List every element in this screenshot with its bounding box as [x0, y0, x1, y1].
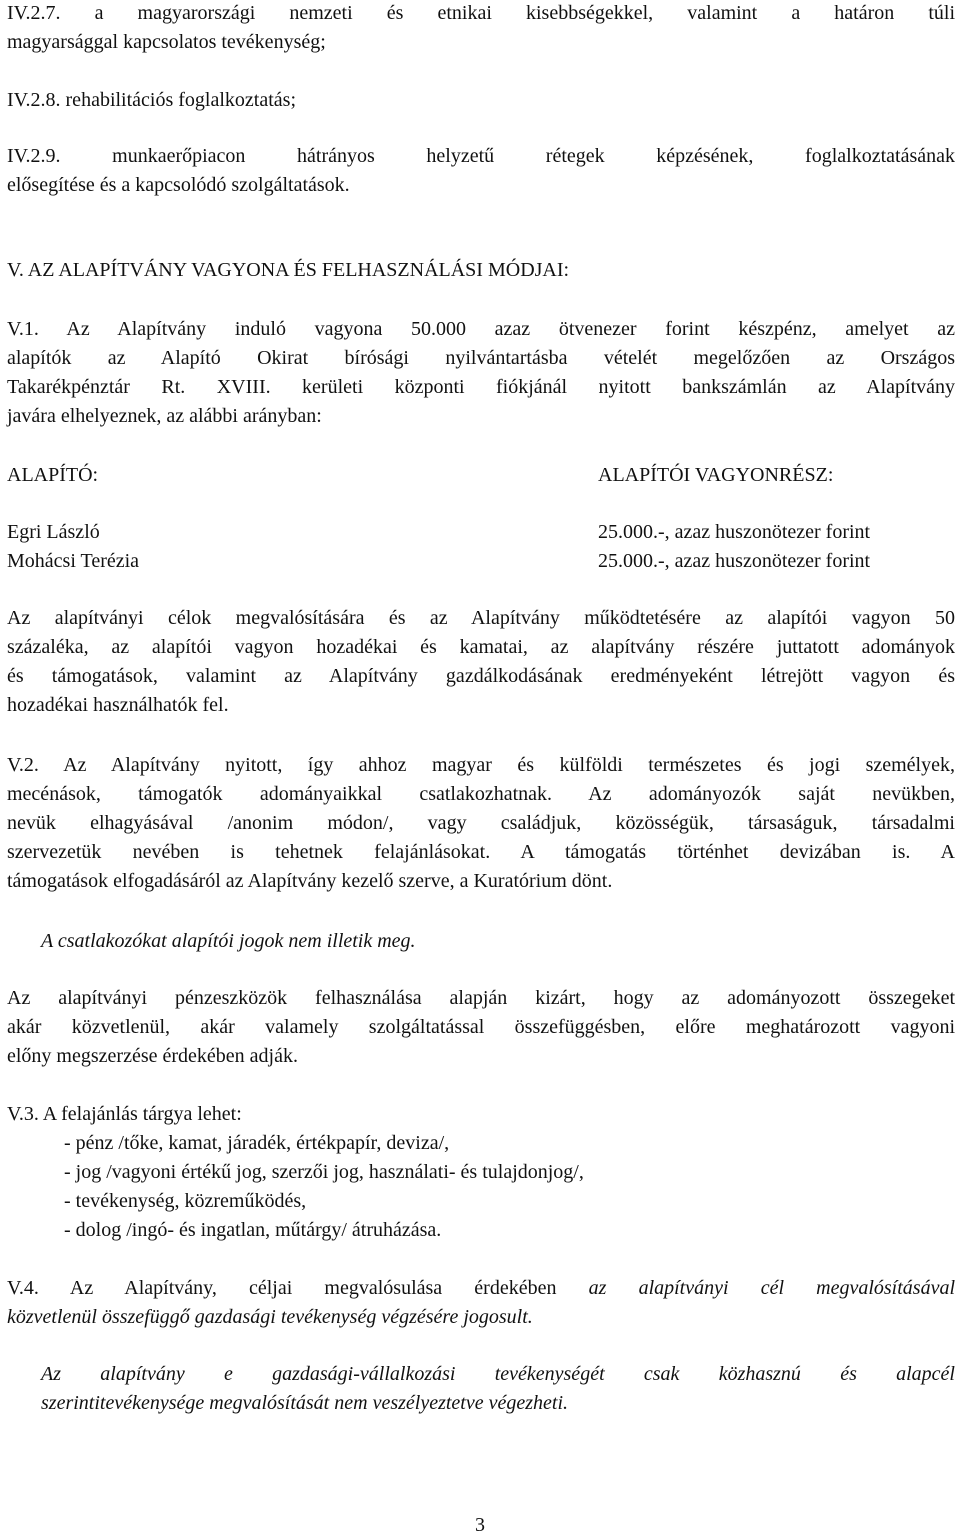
v4-line-2: közvetlenül összefüggő gazdasági tevékenység végzésére jogosult.	[7, 1306, 533, 1328]
founders-header-right: ALAPÍTÓI VAGYONRÉSZ:	[598, 464, 834, 486]
v4-line-1-prefix: V.4. Az Alapítvány, céljai megvalósulása érdekében	[7, 1277, 557, 1299]
v4-line-1-italic: az alapítványi cél megvalósításával	[588, 1277, 956, 1299]
v4-note-line-1: Az alapítvány e gazdasági-vállalkozási tevékenységét csak közhasznú és alapcél	[41, 1363, 955, 1385]
exclusion-line-3: előny megszerzése érdekében adják.	[7, 1045, 298, 1067]
v2-line-2: mecénások, támogatók adományaikkal csatlakozhatnak. Az adományozók saját nevükben,	[7, 783, 955, 805]
founders-header-left: ALAPÍTÓ:	[7, 464, 99, 486]
exclusion-line-1: Az alapítványi pénzeszközök felhasználása alapján kizárt, hogy az adományozott összegeket	[7, 987, 955, 1009]
founder-name: Mohácsi Terézia	[7, 550, 140, 572]
v1-line-1: V.1. Az Alapítvány induló vagyona 50.000 azaz ötvenezer forint készpénz, amelyet az	[7, 318, 955, 340]
v1-line-3: Takarékpénztár Rt. XVIII. kerületi központi fiókjánál nyitott bankszámlán az Alapítvány	[7, 376, 955, 398]
item-iv-2-7-line-1: IV.2.7. a magyarországi nemzeti és etnikai kisebbségekkel, valamint a határon túli	[7, 2, 955, 24]
purpose-line-1: Az alapítványi célok megvalósítására és az Alapítvány működtetésére az alapítói vagyon 50	[7, 607, 955, 629]
exclusion-line-2: akár közvetlenül, akár valamely szolgáltatással összefüggésben, előre meghatározott vagyoni	[7, 1016, 955, 1038]
v3-list-item: - pénz /tőke, kamat, járadék, értékpapír, deviza/,	[64, 1132, 450, 1154]
founder-amount: 25.000.-, azaz huszonötezer forint	[598, 550, 871, 572]
v1-line-4: javára elhelyeznek, az alábbi arányban:	[7, 405, 322, 427]
v2-italic-note: A csatlakozókat alapítói jogok nem illetik meg.	[41, 930, 416, 952]
v3-heading: V.3. A felajánlás tárgya lehet:	[7, 1103, 242, 1125]
v2-line-3: nevük elhagyásával /anonim módon/, vagy családjuk, közösségük, társaságuk, társadalmi	[7, 812, 955, 834]
founder-name: Egri László	[7, 521, 100, 543]
purpose-line-4: hozadékai használhatók fel.	[7, 694, 229, 716]
item-iv-2-9-line-2: elősegítése és a kapcsolódó szolgáltatások.	[7, 174, 350, 196]
v4-note-line-2: szerintitevékenysége megvalósítását nem veszélyeztetve végezheti.	[41, 1392, 569, 1414]
v3-list-item: - jog /vagyoni értékű jog, szerzői jog, használati- és tulajdonjog/,	[64, 1161, 584, 1183]
item-iv-2-7-line-2: magyarsággal kapcsolatos tevékenység;	[7, 31, 326, 53]
purpose-line-2: százaléka, az alapítói vagyon hozadékai és kamatai, az alapítvány részére juttatott adományok	[7, 636, 955, 658]
page-number: 3	[475, 1514, 485, 1536]
v3-list-item: - tevékenység, közreműködés,	[64, 1190, 307, 1212]
item-iv-2-8: IV.2.8. rehabilitációs foglalkoztatás;	[7, 89, 296, 111]
item-iv-2-9-line-1: IV.2.9. munkaerőpiacon hátrányos helyzetű rétegek képzésének, foglalkoztatásának	[7, 145, 955, 167]
v1-line-2: alapítók az Alapító Okirat bírósági nyilvántartásba vételét megelőzően az Országos	[7, 347, 955, 369]
founder-amount: 25.000.-, azaz huszonötezer forint	[598, 521, 871, 543]
v2-line-1: V.2. Az Alapítvány nyitott, így ahhoz magyar és külföldi természetes és jogi személyek,	[7, 754, 955, 776]
section-v-heading: V. AZ ALAPÍTVÁNY VAGYONA ÉS FELHASZNÁLÁSI MÓDJAI:	[7, 259, 570, 281]
v4-line-1	[7, 1275, 955, 1301]
v2-line-4: szervezetük nevében is tehetnek felajánlásokat. A támogatás történhet devizában is. A	[7, 841, 955, 863]
v3-list-item: - dolog /ingó- és ingatlan, műtárgy/ átruházása.	[64, 1219, 442, 1241]
purpose-line-3: és támogatások, valamint az Alapítvány gazdálkodásának eredményeként létrejött vagyon és	[7, 665, 955, 687]
v2-line-5: támogatások elfogadásáról az Alapítvány kezelő szerve, a Kuratórium dönt.	[7, 870, 613, 892]
